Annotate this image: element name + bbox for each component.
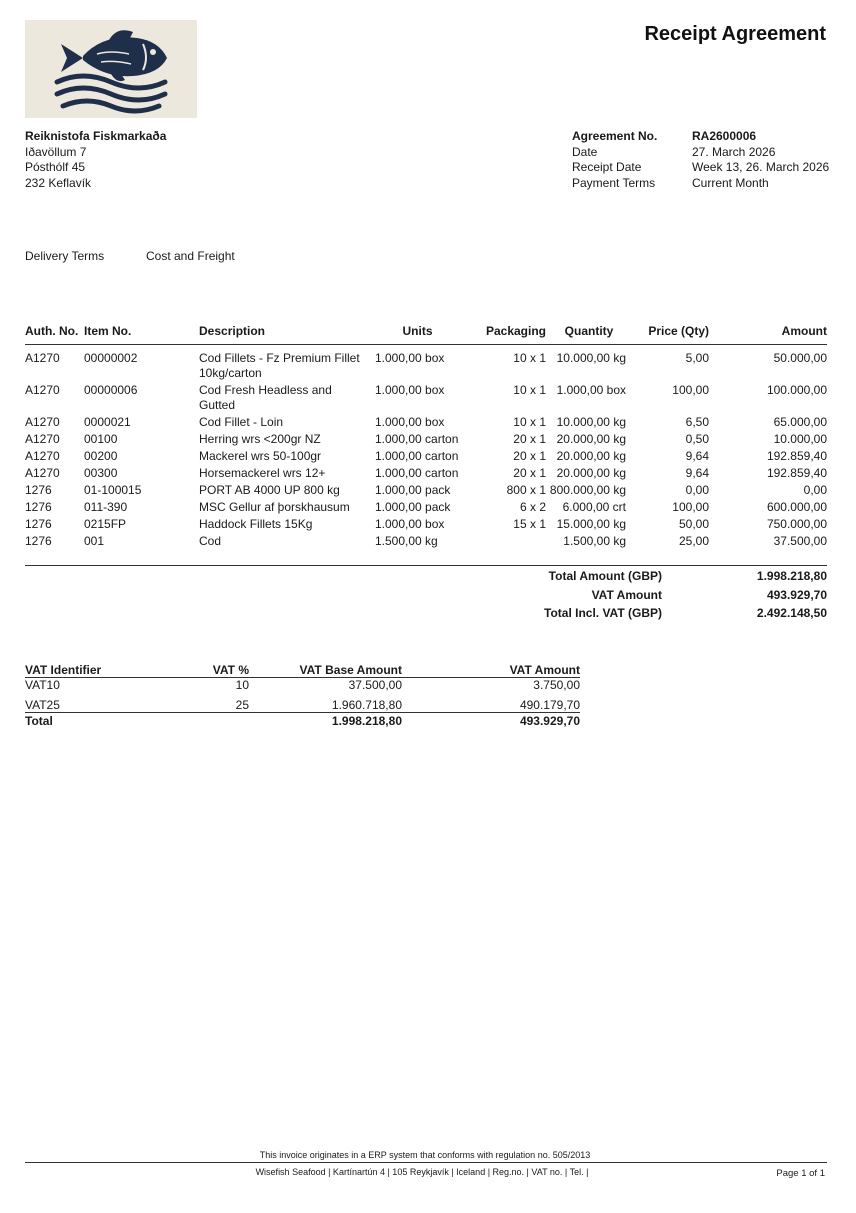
vat-total-base: 1.998.218,80	[249, 713, 402, 729]
items-body	[25, 345, 827, 551]
col-description: Description	[199, 324, 375, 345]
vat-amount-label: VAT Amount	[591, 587, 662, 602]
vat-amount: 3.750,00	[533, 678, 580, 692]
cell-units: 1.000,00 carton	[375, 465, 459, 480]
fish-icon	[25, 20, 197, 118]
cell-packaging	[460, 534, 546, 551]
total-amount-value: 1.998.218,80	[756, 569, 827, 583]
cell-quantity: 20.000,00 kg	[556, 448, 626, 463]
agreement-no-value: RA2600006	[692, 129, 757, 143]
cell-packaging: 20 x 1	[513, 431, 546, 446]
items-header-row	[25, 324, 827, 345]
cell-auth: 1276	[25, 516, 52, 531]
vat-amount-value: 493.929,70	[766, 587, 827, 602]
total-incl-vat-label: Total Incl. VAT (GBP)	[544, 606, 662, 620]
vat-row	[25, 692, 580, 713]
table-row	[25, 517, 827, 534]
cell-packaging: 10 x 1	[513, 350, 546, 365]
receipt-date-value: Week 13, 26. March 2026	[692, 160, 830, 174]
totals-divider	[25, 565, 827, 566]
cell-quantity: 800.000,00 kg	[549, 482, 626, 497]
sender-address-line: Iðavöllum 7	[25, 144, 87, 159]
col-packaging: Packaging	[460, 324, 546, 345]
cell-desc: Cod Fresh Headless and Gutted	[199, 382, 332, 412]
cell-auth: A1270	[25, 431, 60, 446]
agreement-meta	[572, 129, 829, 191]
cell-amount: 10.000,00	[773, 431, 827, 446]
date-label: Date	[572, 144, 598, 159]
cell-amount: 37.500,00	[773, 533, 827, 548]
cell-amount: 750.000,00	[766, 516, 827, 531]
table-row	[25, 383, 827, 415]
cell-packaging: 15 x 1	[513, 516, 546, 531]
cell-item: 00200	[84, 448, 118, 463]
cell-item: 011-390	[84, 499, 128, 514]
cell-item: 00100	[84, 431, 118, 446]
cell-desc: Cod Fillets - Fz Premium Fillet 10kg/carton	[199, 350, 360, 380]
vat-pct: 10	[235, 678, 249, 692]
cell-packaging: 20 x 1	[513, 465, 546, 480]
vat-identifier: VAT25	[25, 698, 60, 712]
cell-desc: Cod	[199, 533, 222, 548]
cell-quantity: 6.000,00 crt	[562, 499, 626, 514]
document-title: Receipt Agreement	[644, 23, 826, 45]
table-row	[25, 415, 827, 432]
vat-total-row	[25, 713, 580, 729]
delivery-terms-value: Cost and Freight	[146, 249, 235, 263]
vat-pct: 25	[235, 698, 249, 712]
cell-units: 1.000,00 carton	[375, 448, 459, 463]
cell-amount: 65.000,00	[773, 414, 827, 429]
vat-row	[25, 678, 580, 693]
cell-amount: 192.859,40	[766, 448, 827, 463]
col-item-no: Item No.	[84, 324, 199, 345]
cell-amount: 600.000,00	[766, 499, 827, 514]
payment-terms-value: Current Month	[692, 175, 769, 190]
cell-amount: 100.000,00	[766, 382, 827, 397]
cell-auth: 1276	[25, 482, 52, 497]
table-row	[25, 500, 827, 517]
date-value: 27. March 2026	[692, 144, 776, 159]
cell-packaging: 6 x 2	[519, 499, 546, 514]
company-logo	[25, 20, 197, 118]
cell-price: 100,00	[672, 499, 709, 514]
cell-auth: A1270	[25, 350, 60, 365]
cell-amount: 0,00	[803, 482, 827, 497]
cell-units: 1.500,00 kg	[375, 533, 438, 548]
col-quantity: Quantity	[546, 324, 632, 345]
cell-desc: Cod Fillet - Loin	[199, 414, 284, 429]
table-row	[25, 432, 827, 449]
cell-auth: A1270	[25, 465, 60, 480]
table-row	[25, 534, 827, 551]
col-price: Price (Qty)	[632, 324, 709, 345]
table-row	[25, 449, 827, 466]
vat-amount: 490.179,70	[519, 698, 580, 712]
vat-header-row	[25, 663, 580, 678]
cell-quantity: 15.000,00 kg	[556, 516, 626, 531]
receipt-date-label: Receipt Date	[572, 160, 642, 174]
cell-price: 6,50	[685, 414, 709, 429]
vat-total-label: Total	[25, 713, 193, 729]
col-vat-identifier: VAT Identifier	[25, 663, 193, 678]
cell-price: 5,00	[685, 350, 709, 365]
cell-auth: A1270	[25, 382, 60, 397]
footer-divider	[25, 1162, 827, 1163]
cell-desc: PORT AB 4000 UP 800 kg	[199, 482, 340, 497]
cell-price: 100,00	[672, 382, 709, 397]
col-units: Units	[375, 324, 460, 345]
total-amount-label: Total Amount (GBP)	[548, 569, 662, 583]
cell-price: 0,00	[685, 482, 709, 497]
cell-auth: A1270	[25, 414, 60, 429]
vat-base: 37.500,00	[348, 678, 402, 692]
cell-item: 001	[84, 533, 105, 548]
col-auth-no: Auth. No.	[25, 324, 84, 345]
cell-desc: Herring wrs <200gr NZ	[199, 431, 321, 446]
cell-price: 9,64	[685, 465, 709, 480]
cell-units: 1.000,00 box	[375, 414, 445, 429]
cell-packaging: 20 x 1	[513, 448, 546, 463]
payment-terms-label: Payment Terms	[572, 175, 656, 190]
vat-base: 1.960.718,80	[331, 698, 402, 712]
col-vat-amount: VAT Amount	[402, 663, 580, 678]
cell-quantity: 1.500,00 kg	[563, 533, 626, 548]
cell-desc: Horsemackerel wrs 12+	[199, 465, 326, 480]
cell-units: 1.000,00 pack	[375, 499, 451, 514]
sender-address-line: Pósthólf 45	[25, 160, 86, 174]
cell-units: 1.000,00 box	[375, 516, 445, 531]
cell-item: 01-100015	[84, 482, 142, 497]
table-row	[25, 351, 827, 383]
agreement-no-label: Agreement No.	[572, 129, 658, 143]
cell-auth: 1276	[25, 533, 52, 548]
cell-item: 0000021	[84, 414, 131, 429]
sender-name: Reiknistofa Fiskmarkaða	[25, 129, 167, 143]
delivery-terms	[25, 249, 235, 263]
footer-company-info: Wisefish Seafood | Kartínartún 4 | 105 Reykjavík | Iceland | Reg.no. | VAT no. | Tel. |	[255, 1167, 589, 1177]
cell-desc: Mackerel wrs 50-100gr	[199, 448, 322, 463]
total-incl-vat-value: 2.492.148,50	[756, 606, 827, 620]
cell-quantity: 1.000,00 box	[556, 382, 626, 397]
table-row	[25, 466, 827, 483]
cell-auth: 1276	[25, 499, 52, 514]
cell-packaging: 800 x 1	[506, 482, 546, 497]
cell-item: 00300	[84, 465, 118, 480]
cell-units: 1.000,00 pack	[375, 482, 451, 497]
cell-quantity: 20.000,00 kg	[556, 465, 626, 480]
footer-regulation-note: This invoice originates in a ERP system that conforms with regulation no. 505/2013	[259, 1150, 591, 1160]
cell-desc: Haddock Fillets 15Kg	[199, 516, 313, 531]
cell-quantity: 10.000,00 kg	[556, 350, 626, 365]
vat-table	[25, 663, 580, 728]
col-vat-pct: VAT %	[193, 663, 249, 678]
items-table	[25, 324, 827, 551]
vat-total-amount: 493.929,70	[402, 713, 580, 729]
cell-price: 9,64	[685, 448, 709, 463]
table-row	[25, 483, 827, 500]
sender-address	[25, 129, 166, 191]
delivery-terms-label: Delivery Terms	[25, 249, 105, 263]
cell-price: 50,00	[678, 516, 709, 531]
cell-desc: MSC Gellur af þorskhausum	[199, 499, 350, 514]
cell-item: 00000002	[84, 350, 138, 365]
cell-quantity: 10.000,00 kg	[556, 414, 626, 429]
cell-packaging: 10 x 1	[513, 382, 546, 397]
cell-quantity: 20.000,00 kg	[556, 431, 626, 446]
cell-amount: 50.000,00	[773, 350, 827, 365]
cell-price: 25,00	[678, 533, 709, 548]
cell-item: 0215FP	[84, 516, 127, 531]
cell-units: 1.000,00 box	[375, 350, 445, 365]
col-amount: Amount	[709, 324, 827, 345]
page-number: Page 1 of 1	[776, 1168, 825, 1179]
cell-auth: A1270	[25, 448, 60, 463]
cell-units: 1.000,00 box	[375, 382, 445, 397]
vat-identifier: VAT10	[25, 678, 60, 692]
cell-item: 00000006	[84, 382, 138, 397]
col-vat-base: VAT Base Amount	[249, 663, 402, 678]
totals-block	[420, 567, 827, 623]
sender-address-line: 232 Keflavík	[25, 175, 92, 190]
cell-price: 0,50	[685, 431, 709, 446]
cell-packaging: 10 x 1	[513, 414, 546, 429]
cell-amount: 192.859,40	[766, 465, 827, 480]
cell-units: 1.000,00 carton	[375, 431, 459, 446]
